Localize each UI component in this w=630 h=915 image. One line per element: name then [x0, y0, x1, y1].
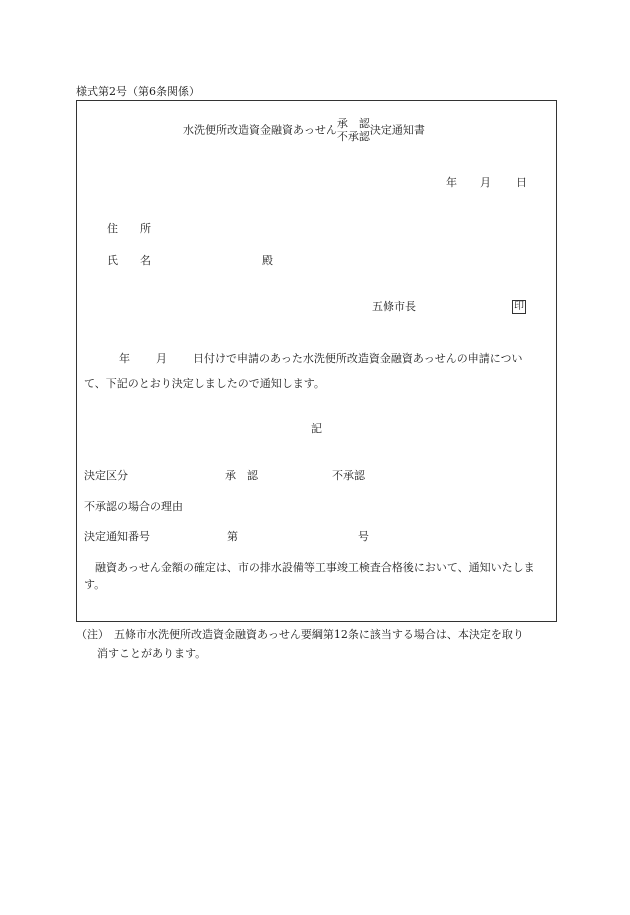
seal-text: 印: [514, 301, 524, 312]
footnote-line2: 消すことがあります。: [97, 647, 207, 660]
body-year-label: 年: [119, 352, 130, 365]
name-label: 氏 名: [107, 254, 151, 267]
notice-number-suffix: 号: [358, 530, 369, 543]
notice-number-label: 決定通知番号: [84, 530, 150, 543]
body-text-line2: て、下記のとおり決定しましたので通知します。: [84, 377, 325, 390]
title-prefix: 水洗便所改造資金融資あっせん: [183, 123, 337, 137]
address-label: 住 所: [107, 222, 151, 235]
body-month-label: 月: [156, 352, 167, 365]
document-title: [183, 117, 425, 143]
reason-label: 不承認の場合の理由: [84, 500, 183, 513]
issuer-title: 五條市長: [372, 300, 416, 313]
title-option-reject: 不承認: [336, 130, 370, 143]
ki-heading: 記: [311, 422, 322, 435]
body-text-line1: 日付けで申請のあった水洗便所改造資金融資あっせんの申請につい: [193, 352, 523, 365]
form-label: 様式第2号（第6条関係）: [76, 85, 200, 98]
decision-label: 決定区分: [84, 469, 128, 482]
title-option-approve: 承 認: [336, 117, 370, 130]
date-month-label: 月: [480, 176, 491, 189]
title-suffix: 決定通知書: [369, 123, 425, 137]
notice-number-prefix: 第: [227, 530, 238, 543]
footnote-line1: 五條市水洗便所改造資金融資あっせん要綱第12条に該当する場合は、本決定を取り: [114, 628, 524, 641]
title-options: [337, 117, 370, 143]
date-year-label: 年: [446, 176, 457, 189]
seal-mark: [512, 300, 526, 314]
date-day-label: 日: [516, 176, 527, 189]
decision-approve: 承 認: [225, 469, 258, 482]
footnote-marker: （注）: [76, 628, 109, 641]
decision-reject: 不承認: [332, 469, 365, 482]
honorific: 殿: [262, 254, 273, 267]
loan-note: 融資あっせん金額の確定は、市の排水設備等工事竣工検査合格後において、通知いたします。: [84, 561, 535, 591]
